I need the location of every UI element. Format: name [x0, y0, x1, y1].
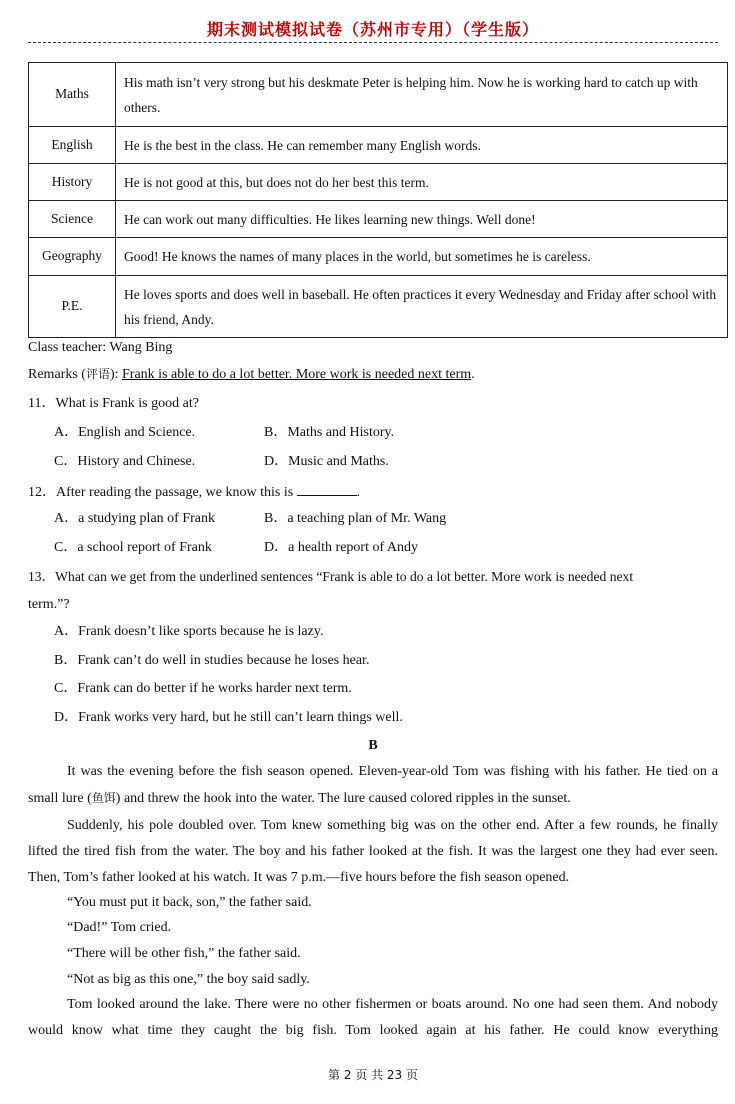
question-12-option-a: A．a studying plan of Frank [54, 511, 215, 526]
section-b-title: B [368, 738, 378, 753]
passage-paragraph-6: “Not as big as this one,” the boy said sadly. [67, 972, 310, 987]
passage-p1-text-b: ) and threw the hook into the water. The lure caused colored ripples in the sunset. [115, 791, 571, 806]
comment-cell: He loves sports and does well in baseball. He often practices it every Wednesday and Friday after school with his friend, Andy. [116, 276, 728, 338]
passage-paragraph-3: “You must put it back, son,” the father said. [67, 895, 312, 910]
passage-paragraph-1 [28, 759, 718, 812]
table-row [29, 164, 728, 201]
question-13-option-a: A．Frank doesn’t like sports because he is lazy. [54, 624, 324, 639]
table-row [29, 201, 728, 238]
table-row [29, 238, 728, 276]
subject-cell: Geography [29, 238, 116, 276]
passage-paragraph-4: “Dad!” Tom cried. [67, 920, 172, 935]
school-report-table [28, 62, 728, 338]
remarks-end: . [471, 367, 475, 382]
question-13-option-c: C．Frank can do better if he works harder next term. [54, 681, 352, 696]
comment-cell: He is the best in the class. He can remember many English words. [116, 127, 728, 164]
page-number-footer: 第 2 页 共 23 页 [328, 1068, 418, 1082]
remarks-label: Remarks ( [28, 367, 86, 382]
table-row [29, 63, 728, 127]
question-11-option-b: B．Maths and History. [264, 425, 395, 440]
question-11-option-a: A．English and Science. [54, 425, 196, 440]
table-row [29, 127, 728, 164]
passage-p1-cn: 鱼饵 [91, 791, 116, 805]
subject-cell: Science [29, 201, 116, 238]
passage-paragraph-2: Suddenly, his pole doubled over. Tom knew something big was on the other end. After a few rounds, he finally lifted the tired fish from the water. The boy and his father looked at the fish. It was the largest one they had ever seen. Then, Tom’s father looked at his watch. It was 7 p.m.—five hours before the fish season opened. [28, 818, 718, 885]
page-header-title: 期末测试模拟试卷（苏州市专用）（学生版） [206, 20, 539, 39]
question-12-stem-end: . [356, 485, 361, 500]
passage-paragraph-5: “There will be other fish,” the father said. [67, 946, 301, 961]
class-teacher-line: Class teacher: Wang Bing [28, 340, 173, 355]
question-13-option-b: B．Frank can’t do well in studies because he loses hear. [54, 653, 370, 668]
answer-blank [297, 483, 357, 496]
subject-cell: P.E. [29, 276, 116, 338]
remarks-label-cn: 评语 [85, 367, 110, 381]
subject-cell: English [29, 127, 116, 164]
remarks-underlined-text: Frank is able to do a lot better. More work is needed next term [122, 367, 472, 382]
comment-cell: His math isn’t very strong but his deskmate Peter is helping him. Now he is working hard to catch up with others. [116, 63, 728, 127]
header-divider [28, 42, 718, 43]
question-12-stem [28, 483, 718, 502]
remarks-label-end: ): [109, 367, 123, 382]
question-13-stem-line2: term.”? [28, 597, 70, 612]
question-13-option-d: D．Frank works very hard, but he still can’t learn things well. [54, 710, 403, 725]
question-11-stem: 11．What is Frank is good at? [28, 396, 199, 411]
passage-p1-text-a: It was the evening before the fish season opened. Eleven-year-old Tom was fishing with his father. He tied on a small lure ( [28, 764, 718, 806]
table-row [29, 276, 728, 338]
comment-cell: He can work out many difficulties. He likes learning new things. Well done! [116, 201, 728, 238]
question-12-option-c: C．a school report of Frank [54, 540, 212, 555]
subject-cell: Maths [29, 63, 116, 127]
passage-paragraph-7: Tom looked around the lake. There were no other fishermen or boats around. No one had seen them. And nobody would know what time they caught the big fish. Tom looked again at his father. He could know everything [28, 997, 718, 1038]
question-12-option-b: B．a teaching plan of Mr. Wang [264, 511, 447, 526]
question-11-option-c: C．History and Chinese. [54, 454, 196, 469]
question-13-stem-line1: 13．What can we get from the underlined sentences “Frank is able to do a lot better. More work is needed next [28, 569, 634, 584]
remarks-line [28, 367, 718, 384]
question-12-stem-text: 12．After reading the passage, we know this is [28, 485, 297, 500]
question-11-option-d: D．Music and Maths. [264, 454, 389, 469]
comment-cell: Good! He knows the names of many places in the world, but sometimes he is careless. [116, 238, 728, 276]
subject-cell: History [29, 164, 116, 201]
question-12-option-d: D．a health report of Andy [264, 540, 418, 555]
comment-cell: He is not good at this, but does not do her best this term. [116, 164, 728, 201]
